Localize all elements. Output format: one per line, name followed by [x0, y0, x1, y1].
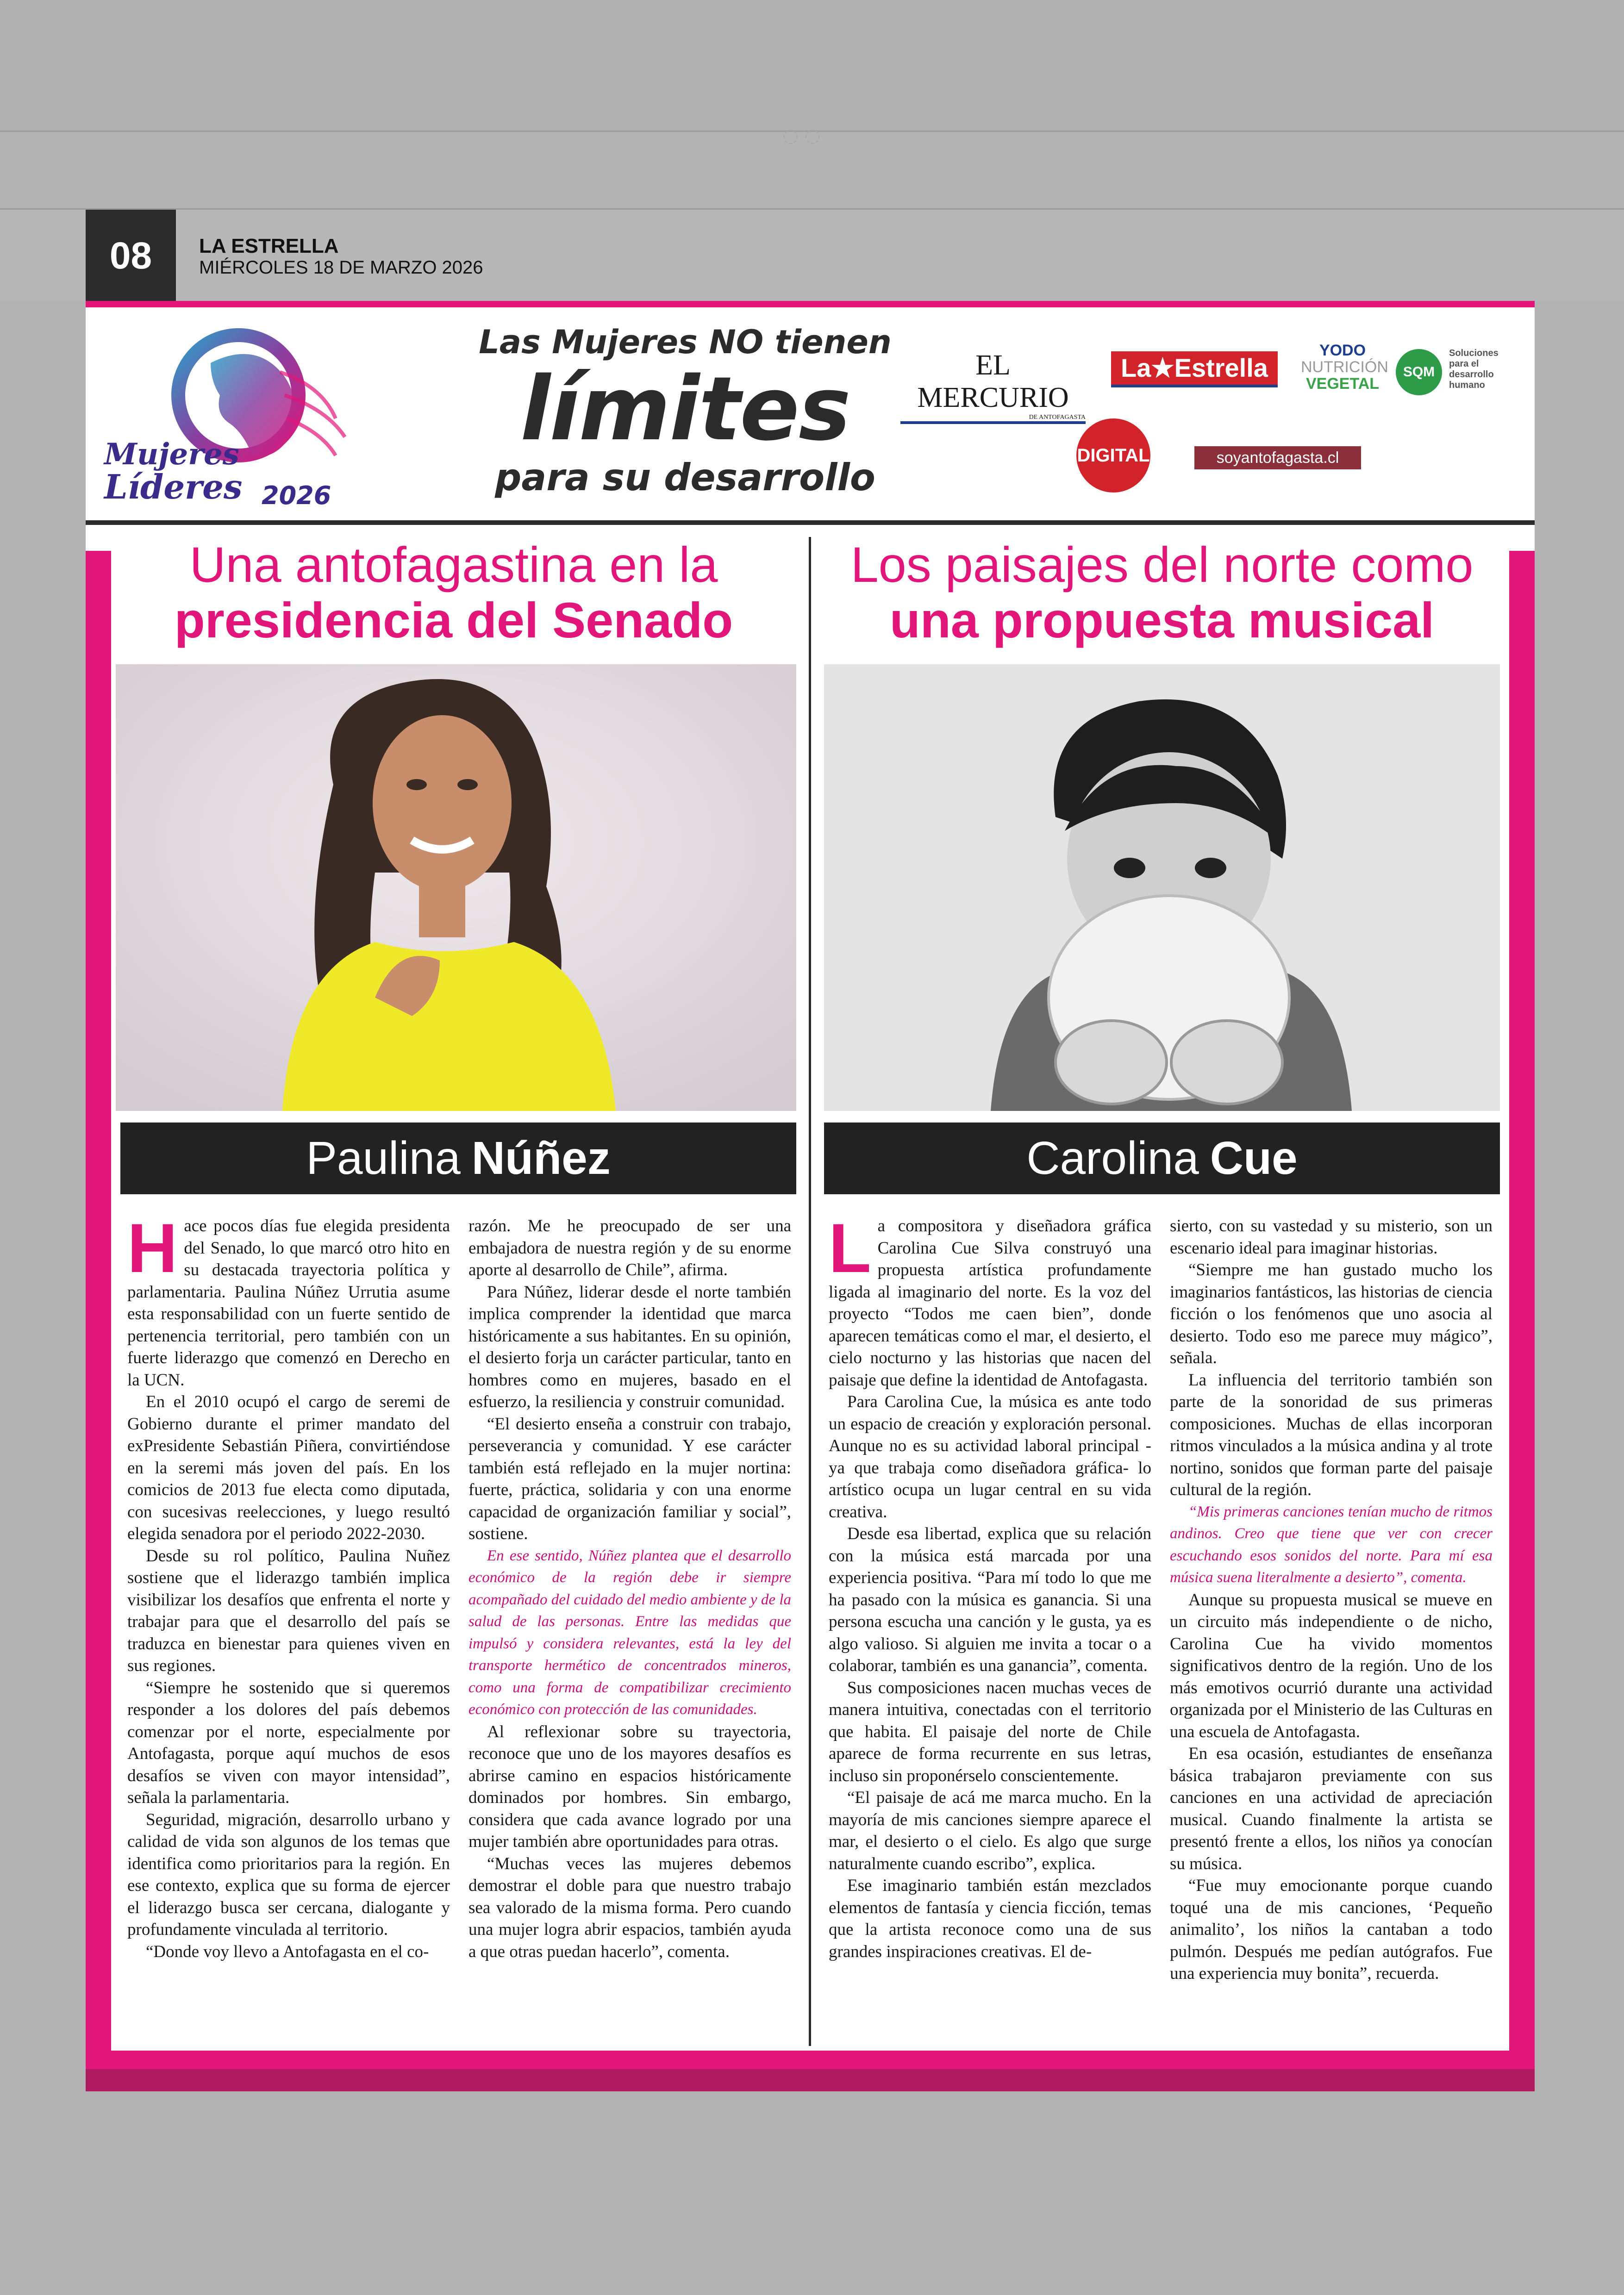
paragraph: Para Carolina Cue, la música es ante todo un espacio de creación y exploración personal. Aunque no es su actividad laboral principal -ya que trabaja como diseñadora gráfica- lo artístico ocupa un lugar central en su vida creativa. [829, 1392, 1151, 1522]
article-paulina-nunez [113, 536, 794, 1961]
portrait-photo [116, 664, 796, 1111]
paragraph: Al reflexionar sobre su trayectoria, reconoce que uno de los mayores desafíos es abrirse camino en espacios históricamente dominados por hombres. Sin embargo, considera que cada avance logrado por una mujer también abre oportunidades para otras. [468, 1722, 791, 1851]
headline-line-2: límites [520, 358, 850, 460]
highlighted-paragraph: En ese sentido, Núñez plantea que el desarrollo económico de la región debe ir siempre acompañado del cuidado del medio ambiente y de la salud de las personas. Entre las medidas que impulsó y considera relevantes, está la ley del transporte hermético de concentrados mineros, como una forma de compatibilizar crecimiento económico con protección de las comunidades. [468, 1547, 791, 1718]
paragraph: Desde esa libertad, explica que su relación con la música está marcada por una experiencia positiva. “Para mí todo lo que me ha pasado con la música es ganancia. Si una persona escucha una canción y le gusta, ya es algo valioso. Si alguien me invita a tocar o a colaborar, también es una ganancia”, comenta. [829, 1524, 1151, 1675]
article-title [113, 537, 794, 648]
left-accent-bar [86, 551, 111, 2051]
article-body [829, 1209, 1493, 1985]
sponsor-soyantofagasta-logo: soyantofagasta.cl [1194, 446, 1361, 469]
logo-year: 2026 [262, 481, 331, 510]
logo-line-1: Mujeres [104, 437, 239, 472]
sponsor-la-estrella-logo: La★Estrella [1111, 351, 1278, 387]
article-column-2 [468, 1215, 791, 1963]
paragraph: Hace pocos días fue elegida presidenta del Senado, lo que marcó otro hito en su destacada trayectoria política y parlamentaria. Paulina Núñez Urrutia asume esta responsabilidad con un fuerte sentido de pertenencia territorial, pero también con un fuerte liderazgo que comenzó en Derecho en la UCN. [127, 1209, 450, 1390]
person-last-name: Cue [1210, 1132, 1298, 1184]
publication-info [199, 235, 483, 278]
headline-line-3: para su desarrollo [495, 456, 875, 499]
person-last-name: Núñez [471, 1132, 611, 1184]
paragraph: “Fue muy emocionante porque cuando toqué una de mis canciones, ‘Pequeño animalito’, los niños la cantaban a todo pulmón. Después me pedían autógrafos. Fue una experiencia muy bonita”, recuerda. [1170, 1876, 1493, 1983]
person-first-name: Carolina [1026, 1132, 1199, 1184]
newspaper-page [86, 301, 1535, 2091]
paragraph: “El desierto enseña a construir con trabajo, perseverancia y comunidad. Y ese carácter también está reflejado en la mujer nortina: fuerte, práctica, solidaria y con una enorme capacidad de organización familiar y social”, sostiene. [468, 1414, 791, 1543]
portrait-photo [824, 664, 1500, 1111]
sponsor-yodo-logo [1301, 342, 1388, 393]
article-title-line-1: Una antofagastina en la [189, 536, 718, 592]
paragraph: La influencia del territorio también son parte de la sonoridad de sus primeras composiciones. Muchas de ellas incorporan ritmos vinculados a la música andina y al trote nortino, sonidos que forman parte del paisaje cultural de la región. [1170, 1370, 1493, 1499]
sponsor-mercurio-name: EL MERCURIO [917, 349, 1069, 413]
logo-line-2: Líderes [104, 467, 243, 506]
article-title [824, 537, 1500, 648]
right-accent-bar [1509, 551, 1535, 2051]
paragraph: “El paisaje de acá me marca mucho. En la mayoría de mis canciones siempre aparece el mar, el desierto o el cielo. Es algo que surge naturalmente cuando escribo”, explica. [829, 1788, 1151, 1873]
headline-line-1: Las Mujeres NO tienen [479, 323, 892, 361]
page-indicator-dots[interactable]: ◌ ◌ [782, 125, 821, 146]
top-accent-rule [86, 301, 1535, 307]
article-body [127, 1209, 792, 1963]
page-number: 08 [86, 210, 176, 302]
paragraph: Aunque su propuesta musical se mueve en un circuito más independiente o de nicho, Carolina Cue ha vivido momentos significativos dentro de la región. Uno de los más emotivos ocurrió durante una actividad organizada por el Ministerio de las Culturas en una escuela de Antofagasta. [1170, 1590, 1493, 1741]
paragraph: En esa ocasión, estudiantes de enseñanza básica trabajaron previamente con sus canciones en una actividad de apreciación musical. Cuando finalmente la artista se presentó frente a ellos, los niños ya conocían su música. [1170, 1744, 1493, 1873]
paragraph: Ese imaginario también están mezclados elementos de fantasía y ciencia ficción, temas que la artista reconoce como una de sus grandes inspiraciones creativas. El de- [829, 1876, 1151, 1961]
person-first-name: Paulina [306, 1132, 461, 1184]
sponsor-el-mercurio-logo [900, 349, 1086, 424]
section-headline [391, 321, 979, 499]
drop-cap: H [127, 1209, 178, 1287]
paragraph: Desde su rol político, Paulina Nuñez sostiene que el liderazgo también implica visibilizar los desafíos que enfrenta el norte y trabajar para que el desarrollo del país se traduzca en bienestar para quienes viven en sus regiones. [127, 1546, 450, 1675]
yodo-line-1: YODO [1319, 342, 1366, 359]
article-title-line-2: una propuesta musical [889, 592, 1435, 648]
bottom-accent-bar [86, 2051, 1535, 2069]
banner-bottom-rule [86, 520, 1535, 525]
bottom-accent-bar-dark [86, 2069, 1535, 2091]
paragraph: La compositora y diseñadora gráfica Carolina Cue Silva construyó una propuesta artística profundamente ligada al imaginario del norte. Es la voz del proyecto “Todos me caen bien”, donde aparecen temáticas como el mar, el desierto, el cielo nocturno y las historias que nacen del paisaje que define la identidad de Antofagasta. [829, 1209, 1151, 1390]
mujeres-lideres-logo [104, 326, 363, 511]
article-title-line-1: Los paisajes del norte como [850, 536, 1474, 592]
paragraph: sierto, con su vastedad y su misterio, son un escenario ideal para imaginar historias. [1170, 1216, 1493, 1258]
paragraph: Para Núñez, liderar desde el norte también implica comprender la identidad que marca históricamente a sus habitantes. En su opinión, el desierto forja un carácter particular, tanto en hombres como en mujeres, basado en el esfuerzo, la resiliencia y construir comunidad. [468, 1282, 791, 1411]
paragraph: “Muchas veces las mujeres debemos demostrar el doble para que nuestro trabajo sea valorado de la misma forma. Pero cuando una mujer logra abrir espacios, también ayuda a que otras puedan hacerlo”, comenta. [468, 1854, 791, 1961]
portrait-illustration [824, 664, 1500, 1111]
yodo-line-3: VEGETAL [1305, 375, 1380, 393]
paragraph: Seguridad, migración, desarrollo urbano y calidad de vida son algunos de los temas que identifica como prioritarios para la región. En ese contexto, explica que su forma de ejercer el liderazgo busca ser cercana, dialogante y profundamente vinculada al territorio. [127, 1810, 450, 1939]
paragraph: “Donde voy llevo a Antofagasta en el co- [146, 1942, 429, 1961]
paragraph: En el 2010 ocupó el cargo de seremi de Gobierno durante el primer mandato del exPresidente Sebastián Piñera, convirtiéndose en la seremi más joven del país. En los comicios de 2013 fue electa como diputada, con sucesivas reelecciones, y luego resultó elegida senadora por el periodo 2022-2030. [127, 1392, 450, 1543]
drop-cap: L [829, 1209, 871, 1287]
viewer-top-area [0, 0, 1624, 146]
person-name-bar [120, 1123, 796, 1194]
yodo-line-2: NUTRICIÓN [1301, 358, 1388, 376]
paragraph: razón. Me he preocupado de ser una embajadora de nuestra región y de su enorme aporte al desarrollo de Chile”, afirma. [468, 1216, 791, 1279]
article-title-line-2: presidencia del Senado [174, 592, 733, 648]
paragraph: Sus composiciones nacen muchas veces de manera intuitiva, conectadas con el territorio que habita. El paisaje del norte de Chile aparece de forma recurrente en sus letras, incluso sin proponérselo conscientemente. [829, 1678, 1151, 1785]
paragraph: “Siempre he sostenido que si queremos responder a los dolores del país debemos comenzar por el norte, especialmente por Antofagasta, porque aquí muchos de esos desafíos se viven con mayor intensidad”, señala la parlamentaria. [127, 1678, 450, 1807]
article-carolina-cue [824, 536, 1500, 1983]
publication-name: LA ESTRELLA [199, 235, 339, 257]
article-column-2 [1170, 1215, 1493, 1985]
sponsor-mercurio-sub: DE ANTOFAGASTA [1029, 414, 1086, 421]
article-divider [809, 537, 811, 2046]
sponsor-sqm-tagline: Soluciones para el desarrollo humano [1449, 348, 1499, 390]
paragraph: “Siempre me han gustado mucho los imaginarios fantásticos, las historias de ciencia ficción o los fenómenos que uno asocia al desierto. Todo eso me parece muy mágico”, señala. [1170, 1260, 1493, 1367]
person-name-bar [824, 1123, 1500, 1194]
page-header-strip [0, 208, 1624, 301]
sponsor-digital-logo: DIGITAL [1076, 418, 1150, 493]
article-column-1 [127, 1209, 450, 1963]
portrait-illustration [116, 664, 796, 1111]
highlighted-paragraph: “Mis primeras canciones tenían mucho de ritmos andinos. Creo que tiene que ver con crecer escuchando esos sonidos del norte. Para mí esa música suena literalmente a desierto”, comenta. [1170, 1503, 1493, 1586]
article-column-1 [829, 1209, 1151, 1985]
sponsor-sqm-logo: SQM [1396, 349, 1442, 395]
publication-date: MIÉRCOLES 18 DE MARZO 2026 [199, 257, 483, 278]
special-section-banner [86, 307, 1535, 520]
